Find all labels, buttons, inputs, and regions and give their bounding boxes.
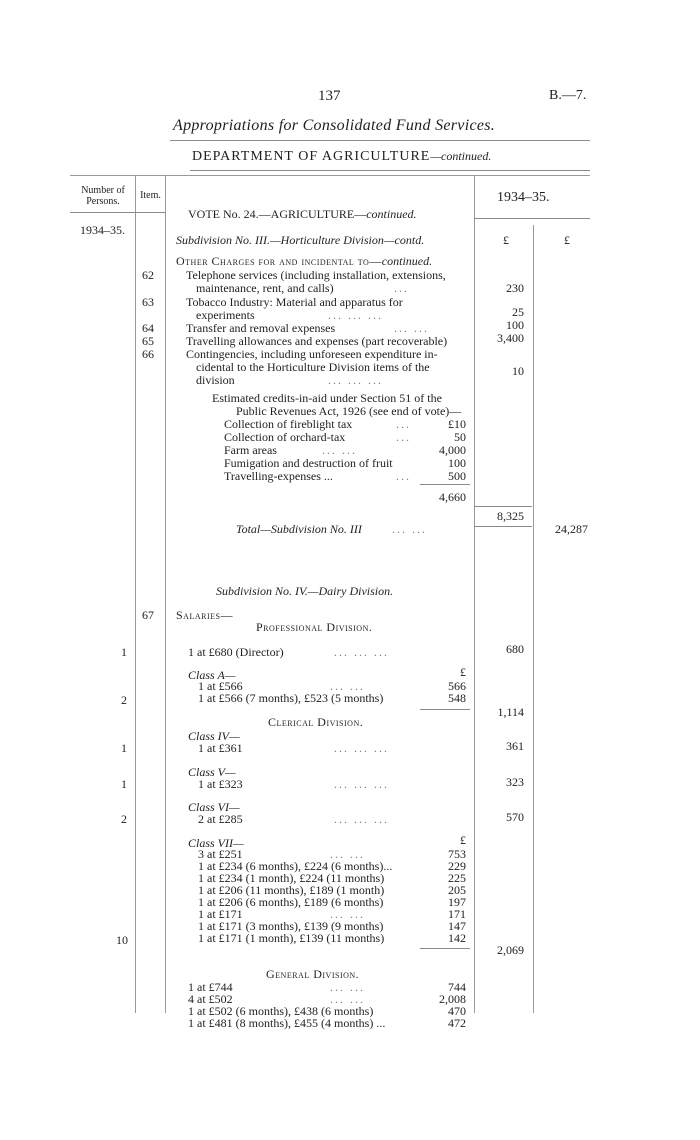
item-amount: 230	[506, 281, 524, 295]
salaries-heading: Salaries—	[176, 608, 233, 622]
dot-leaders: ... ... ...	[334, 741, 389, 755]
credits-sum-rule	[420, 484, 470, 485]
credit-value: 50	[454, 430, 466, 444]
vote-heading	[188, 208, 417, 221]
dot-leaders: ... ...	[322, 443, 357, 457]
item-number: 63	[142, 295, 154, 309]
table-top-rule	[70, 175, 590, 176]
salary-line: 1 at £744	[188, 980, 233, 994]
salary-line: 1 at £566	[198, 679, 243, 693]
item-description: division	[196, 373, 235, 387]
salary-amount: 2,069	[497, 943, 524, 957]
currency-symbol: £	[460, 833, 466, 847]
dot-leaders: ... ... ...	[328, 308, 383, 322]
other-charges-suffix: continued.	[381, 254, 433, 268]
amount-split-rule	[533, 225, 534, 1013]
salary-line: 2 at £285	[198, 812, 243, 826]
dot-leaders: ... ...	[392, 522, 427, 536]
department-rule	[190, 170, 590, 171]
persons-year: 1934–35.	[80, 223, 125, 237]
document-reference: B.—7.	[549, 88, 587, 103]
item-description: Travelling allowances and expenses (part recoverable)	[186, 334, 448, 348]
persons-column-header: Number of Persons.	[81, 185, 125, 207]
dot-leaders: ... ...	[330, 847, 365, 861]
item-amount: 100	[506, 318, 524, 332]
text-column-rule	[165, 175, 166, 1013]
dot-leaders: ...	[396, 469, 411, 483]
item-description: Transfer and removal expenses	[186, 321, 336, 335]
salary-value: 744	[448, 980, 466, 994]
persons-count: 2	[121, 812, 127, 826]
salary-line: 1 at £323	[198, 777, 243, 791]
class-label: Class VI—	[188, 800, 240, 814]
item-amount: 10	[512, 364, 524, 378]
item-number: 64	[142, 321, 154, 335]
salary-value: 205	[448, 883, 466, 897]
dot-leaders: ... ... ...	[334, 777, 389, 791]
salary-line: 1 at £680 (Director)	[188, 645, 284, 659]
department-suffix: —continued.	[430, 149, 492, 163]
clerical-division-heading: Clerical Division.	[268, 715, 364, 729]
salary-amount: 680	[506, 642, 524, 656]
item-number: 62	[142, 268, 154, 282]
page-number: 137	[318, 88, 341, 104]
persons-count: 1	[121, 777, 127, 791]
other-charges-text: Other Charges for and incidental to—	[176, 254, 382, 268]
dot-leaders: ... ...	[330, 907, 365, 921]
subtotal-top-rule	[474, 506, 532, 507]
dot-leaders: ... ...	[330, 679, 365, 693]
currency-symbol: £	[460, 665, 466, 679]
salary-value: 548	[448, 691, 466, 705]
credits-total: 4,660	[439, 490, 466, 504]
item-description: maintenance, rent, and calls)	[196, 281, 334, 295]
item-description: experiments	[196, 308, 255, 322]
item-description: Tobacco Industry: Material and apparatus for	[186, 295, 403, 309]
credit-label: Travelling-expenses ...	[224, 469, 333, 483]
dot-leaders: ...	[394, 281, 409, 295]
title-rule	[170, 140, 590, 141]
salary-value: 470	[448, 1004, 466, 1018]
credit-value: 100	[448, 456, 466, 470]
header-bottom-rule	[70, 212, 165, 213]
salary-line: 1 at £234 (6 months), £224 (6 months)...	[198, 859, 393, 873]
salary-line: 1 at £206 (11 months), £189 (1 month)	[198, 883, 385, 897]
currency-symbol: £	[503, 233, 509, 247]
subdivision-total-amount: 24,287	[555, 522, 588, 536]
salary-value: 197	[448, 895, 466, 909]
class-label: Class VII—	[188, 836, 244, 850]
dot-leaders: ... ...	[330, 992, 365, 1006]
class-label: Class V—	[188, 765, 236, 779]
salary-value: 753	[448, 847, 466, 861]
item-number: 65	[142, 334, 154, 348]
amount-column-rule	[474, 175, 475, 1013]
salary-line: 1 at £171 (1 month), £139 (11 months)	[198, 931, 385, 945]
subdivision-total-label: Total—Subdivision No. III	[236, 522, 362, 536]
item-amount: 25	[512, 305, 524, 319]
salary-line: 4 at £502	[188, 992, 233, 1006]
subdivision-iii-heading: Subdivision No. III.—Horticulture Division—contd.	[176, 233, 425, 247]
salary-line: 1 at £234 (1 month), £224 (11 months)	[198, 871, 385, 885]
class-sum-rule	[420, 948, 470, 949]
persons-count: 10	[116, 933, 128, 947]
item-number: 67	[142, 608, 154, 622]
dot-leaders: ... ...	[394, 321, 429, 335]
other-charges-heading	[176, 255, 432, 268]
subdivision-iv-heading: Subdivision No. IV.—Dairy Division.	[216, 584, 394, 598]
vote-heading-suffix: continued.	[366, 207, 417, 221]
salary-line: 3 at £251	[198, 847, 243, 861]
department-name: DEPARTMENT OF AGRICULTURE	[192, 149, 431, 164]
salary-value: 147	[448, 919, 466, 933]
page-title: Appropriations for Consolidated Fund Services.	[173, 117, 496, 134]
item-column-header: Item.	[140, 190, 161, 201]
dot-leaders: ... ...	[330, 980, 365, 994]
credit-value: £10	[448, 417, 466, 431]
professional-division-heading: Professional Division.	[256, 620, 373, 634]
item-column-rule	[135, 175, 136, 1013]
salary-value: 142	[448, 931, 466, 945]
salary-value: 171	[448, 907, 466, 921]
dot-leaders: ...	[396, 417, 411, 431]
dot-leaders: ... ... ...	[334, 812, 389, 826]
salary-value: 229	[448, 859, 466, 873]
class-label: Class A—	[188, 668, 236, 682]
persons-count: 2	[121, 693, 127, 707]
salary-line: 1 at £481 (8 months), £455 (4 months) ...	[188, 1016, 386, 1030]
item-description: cidental to the Horticulture Division items of the	[196, 360, 430, 374]
year-rule	[474, 218, 590, 219]
persons-count: 1	[121, 741, 127, 755]
item-amount: 3,400	[497, 331, 524, 345]
salary-line: 1 at £361	[198, 741, 243, 755]
salary-value: 225	[448, 871, 466, 885]
salary-value: 566	[448, 679, 466, 693]
vote-heading-text: VOTE No. 24.—AGRICULTURE—	[188, 207, 367, 221]
credit-value: 4,000	[439, 443, 466, 457]
salary-amount: 323	[506, 775, 524, 789]
salary-line: 1 at £566 (7 months), £523 (5 months)	[198, 691, 384, 705]
class-sum-rule	[420, 709, 470, 710]
salary-amount: 361	[506, 739, 524, 753]
persons-count: 1	[121, 645, 127, 659]
salary-line: 1 at £502 (6 months), £438 (6 months)	[188, 1004, 374, 1018]
credits-heading: Public Revenues Act, 1926 (see end of vote)—	[236, 404, 462, 418]
subtotal-amount: 8,325	[497, 509, 524, 523]
salary-value: 472	[448, 1016, 466, 1030]
salary-value: 2,008	[439, 992, 466, 1006]
item-description: Telephone services (including installation, extensions,	[186, 268, 446, 282]
salary-line: 1 at £206 (6 months), £189 (6 months)	[198, 895, 384, 909]
salary-line: 1 at £171	[198, 907, 243, 921]
subtotal-bottom-rule	[474, 526, 532, 527]
credit-label: Fumigation and destruction of fruit	[224, 456, 393, 470]
dot-leaders: ... ... ...	[328, 373, 383, 387]
credit-label: Collection of fireblight tax	[224, 417, 353, 431]
currency-symbol: £	[564, 233, 570, 247]
credit-value: 500	[448, 469, 466, 483]
credits-heading: Estimated credits-in-aid under Section 51 of the	[212, 391, 442, 405]
dot-leaders: ...	[396, 430, 411, 444]
department-heading	[192, 149, 491, 165]
salary-amount: 570	[506, 810, 524, 824]
credit-label: Farm areas	[224, 443, 277, 457]
item-description: Contingencies, including unforeseen expenditure in-	[186, 347, 438, 361]
dot-leaders: ... ... ...	[334, 645, 389, 659]
year-column-header: 1934–35.	[497, 190, 550, 205]
general-division-heading: General Division.	[266, 967, 360, 981]
class-label: Class IV—	[188, 729, 240, 743]
credit-label: Collection of orchard-tax	[224, 430, 346, 444]
salary-line: 1 at £171 (3 months), £139 (9 months)	[198, 919, 384, 933]
salary-amount: 1,114	[497, 705, 524, 719]
item-number: 66	[142, 347, 154, 361]
